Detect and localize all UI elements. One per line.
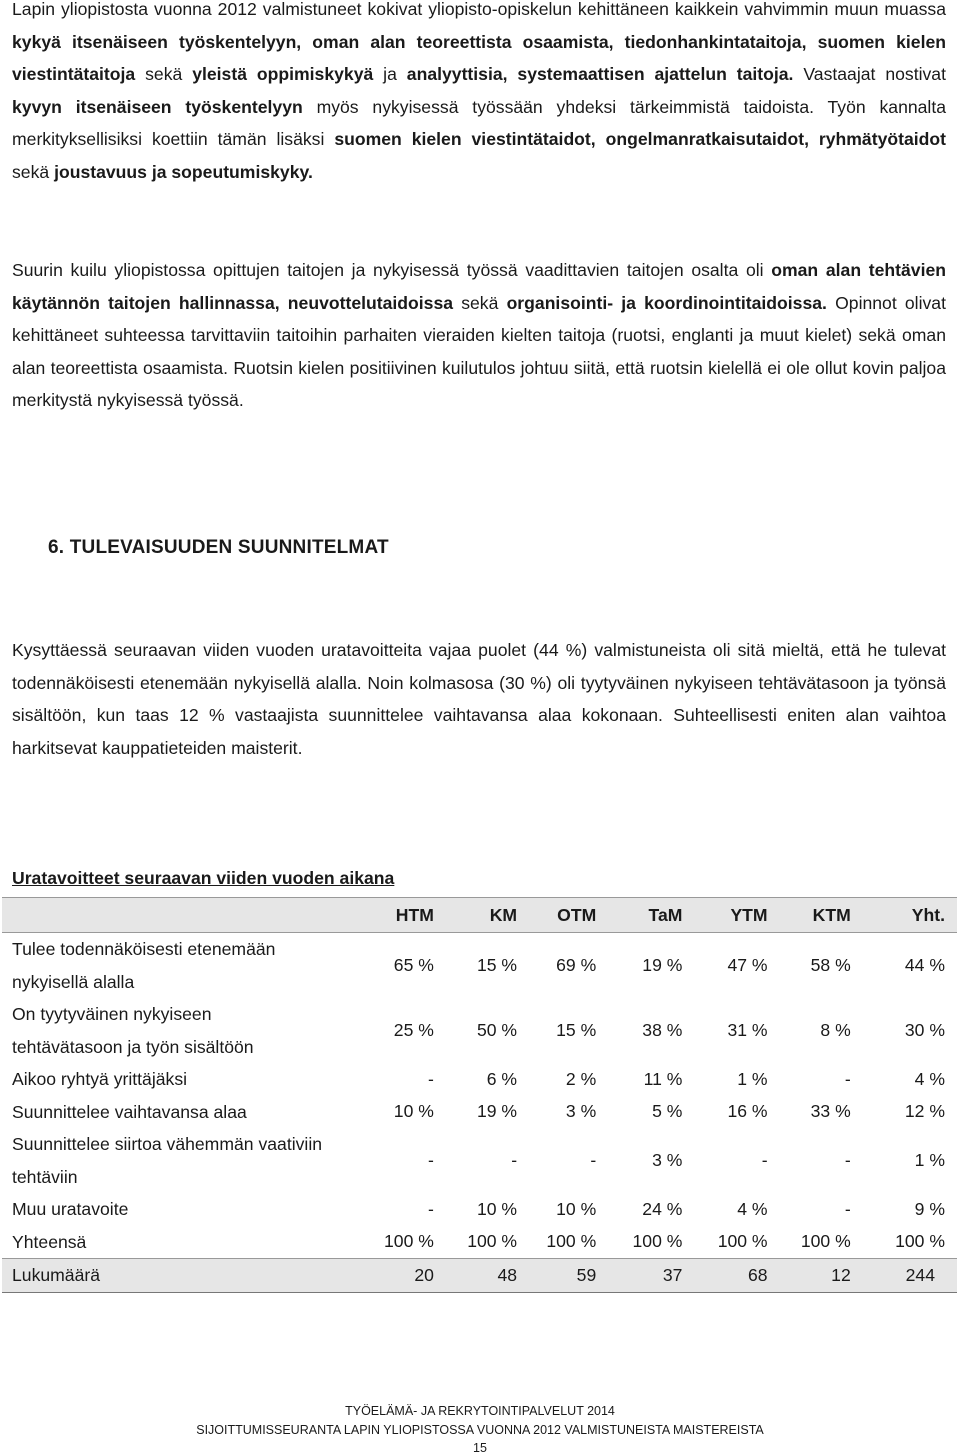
table-cell: 4 % [914,1068,945,1089]
skills-gap-paragraph: Suurin kuilu yliopistossa opittujen taitojen ja nykyisessä työssä vaadittavien taitojen osalta oli oman alan tehtävien käytännön taitojen hallinnassa, neuvottelutaidoissa sekä organisointi- ja koordinointitaidoissa. Opinnot olivat kehittäneet suhteessa tarvittaviin taitoihin parhaiten vieraiden kielten taitoja (ruotsi, englanti ja muut kielet) sekä oman alan teoreettista osaamista. Ruotsin kielen positiivinen kuilutulos johtuu siitä, että ruotsin kielellä ei ole ollut kovin paljoa merkitystä nykyisessä työssä. [12,260,946,411]
table-header-row [2,898,957,933]
table-cell: 1 % [914,1150,945,1170]
table-cell: 19 % [476,1101,518,1122]
count-row [2,1259,957,1293]
table-cell: 12 % [904,1101,945,1122]
row-label: Suunnittelee vaihtavansa alaa [12,1101,247,1122]
table-cell: 6 % [486,1068,518,1089]
table-cell: 25 % [393,1020,434,1040]
table-cell: 16 % [727,1101,768,1122]
table-cell: 33 % [810,1101,851,1122]
table-cell: 3 % [652,1150,683,1170]
table-row [2,1128,957,1193]
table-cell: - [844,1150,851,1170]
table-cell: 19 % [642,955,683,975]
column-header: OTM [525,898,604,933]
column-header: KTM [776,898,859,933]
page-number: 15 [473,1441,487,1455]
table-row [2,1193,957,1226]
table-cell: 69 % [556,955,597,975]
column-header: HTM [365,898,442,933]
table-cell: 100 % [632,1231,683,1252]
table-cell: 31 % [727,1020,768,1040]
table-title: Uratavoitteet seuraavan viiden vuoden aikana [12,868,395,888]
row-label: Lukumäärä [2,1259,365,1293]
table-cell: 100 % [546,1231,597,1252]
row-label: Aikoo ryhtyä yrittäjäksi [12,1069,188,1089]
column-header: YTM [690,898,775,933]
table-row [2,933,957,999]
section-heading: 6. TULEVAISUUDEN SUUNNITELMAT [48,537,389,558]
table-cell: 8 % [820,1020,851,1040]
table-cell: - [844,1068,851,1089]
table-cell: 48 [442,1259,525,1293]
table-cell: - [844,1198,851,1219]
table-cell: 15 % [476,955,518,975]
table-cell: 11 % [643,1068,683,1089]
table-cell: 2 % [565,1068,597,1089]
table-cell: 244 [859,1259,957,1293]
table-cell: 65 % [393,955,434,975]
table-cell: - [428,1068,434,1089]
table-cell: 12 [776,1259,859,1293]
table-cell: 24 % [642,1198,683,1219]
table-cell: 30 % [904,1020,945,1040]
table-cell: 4 % [737,1198,768,1219]
column-header: KM [442,898,525,933]
intro-paragraph: Lapin yliopistosta vuonna 2012 valmistuneet kokivat yliopisto-opiskelun kehittäneen kaikkein vahvimmin muun muassa kykyä itsenäiseen työskentelyyn, oman alan teoreettista osaamista, tiedonhankintataitoja, suomen kielen viestintätaitoja sekä yleistä oppimiskykyä ja analyyttisia, systemaattisen ajattelun taitoja. Vastaajat nostivat kyvyn itsenäiseen työskentelyyn myös nykyisessä työssään yhdeksi tärkeimmistä taidoista. Työn kannalta merkityksellisiksi koettiin tämän lisäksi suomen kielen viestintätaidot, ongelmanratkaisutaidot, ryhmätyötaidot sekä joustavuus ja sopeutumiskyky. [12,0,946,182]
table-cell: 1 % [737,1068,768,1089]
row-label: On tyytyväinen nykyiseen tehtävätasoon ja työn sisältöön [12,1004,254,1057]
career-goals-table [2,897,957,1293]
table-cell: 100 % [467,1231,518,1252]
table-cell: 47 % [727,955,768,975]
table-cell: 38 % [642,1020,683,1040]
table-cell: - [428,1150,434,1170]
table-row [2,1226,957,1259]
table-cell: - [590,1150,597,1170]
row-label: Tulee todennäköisesti etenemään nykyisellä alalla [12,939,276,992]
table-row [2,1096,957,1129]
row-label: Suunnittelee siirtoa vähemmän vaativiin tehtäviin [12,1134,323,1187]
table-cell: 10 % [393,1101,434,1122]
table-row [2,998,957,1063]
table-cell: 59 [525,1259,604,1293]
table-cell: 15 % [556,1020,597,1040]
table-cell: - [428,1198,434,1219]
footer-line-2: SIJOITTUMISSEURANTA LAPIN YLIOPISTOSSA VUONNA 2012 VALMISTUNEISTA MAISTEREISTA [196,1423,764,1437]
table-cell: 5 % [652,1101,683,1122]
table-cell: 10 % [476,1198,518,1219]
table-cell: 100 % [717,1231,768,1252]
row-label: Yhteensä [12,1231,87,1252]
table-cell: - [511,1150,518,1170]
table-cell: - [761,1150,768,1170]
table-cell: 20 [365,1259,442,1293]
table-cell: 44 % [904,955,945,975]
table-cell: 100 % [800,1231,851,1252]
table-cell: 37 [604,1259,690,1293]
footer-line-1: TYÖELÄMÄ- JA REKRYTOINTIPALVELUT 2014 [345,1404,615,1418]
table-cell: 100 % [895,1231,945,1252]
header-empty-cell [2,898,365,933]
table-cell: 58 % [810,955,851,975]
table-cell: 10 % [556,1198,597,1219]
table-row [2,1063,957,1096]
table-cell: 3 % [565,1101,597,1122]
table-cell: 50 % [476,1020,518,1040]
career-plans-paragraph: Kysyttäessä seuraavan viiden vuoden uratavoitteita vajaa puolet (44 %) valmistuneista oli sitä mieltä, että he tulevat todennäköisesti etenemään nykyisellä alalla. Noin kolmasosa (30 %) oli tyytyväinen nykyiseen tehtävätasoon ja työnsä sisältöön, kun taas 12 % vastaajista suunnittelee vaihtavansa alaa kokonaan. Suhteellisesti eniten alan vaihtoa harkitsevat kauppatieteiden maisterit. [12,640,946,758]
column-header: TaM [604,898,690,933]
column-header: Yht. [859,898,957,933]
table-cell: 68 [690,1259,775,1293]
table-cell: 100 % [384,1231,434,1252]
table-cell: 9 % [914,1198,945,1219]
row-label: Muu uratavoite [12,1199,129,1219]
